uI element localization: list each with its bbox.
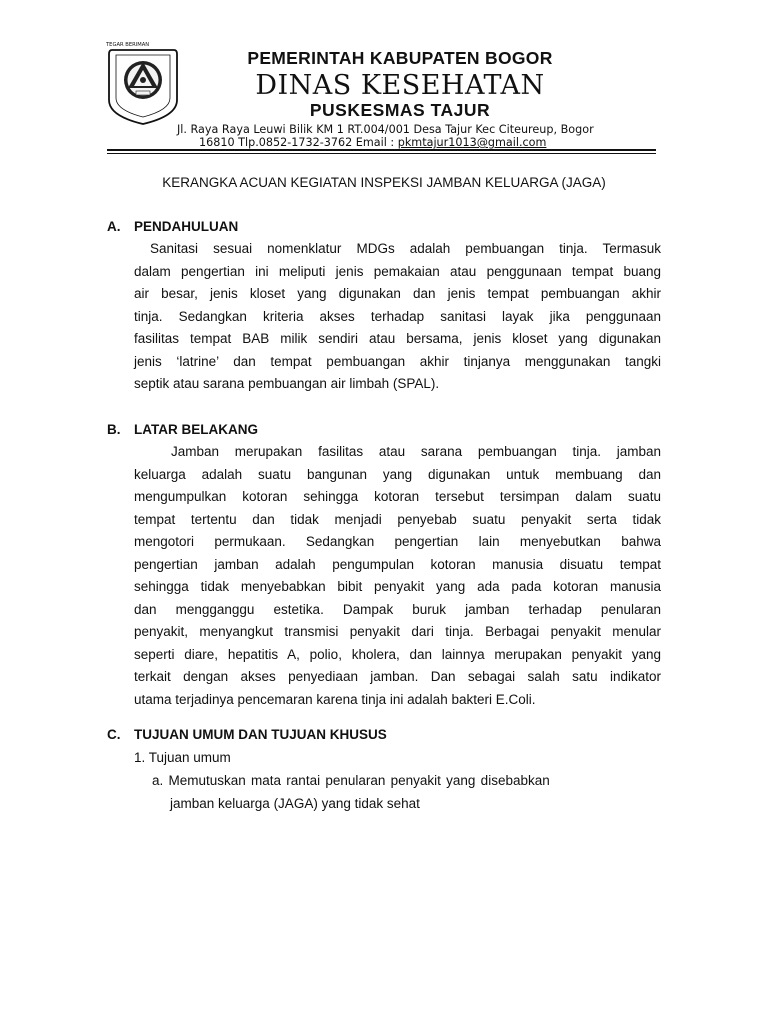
paragraph-line: dalam pengertian ini meliputi jenis pemakaian atau penggunaan tempat buang <box>134 263 661 279</box>
paragraph-line: mengotori permukaan. Sedangkan pengertian lain menyebutkan bahwa <box>134 534 661 549</box>
emblem-caption: TEGAR BERIMAN <box>106 42 150 48</box>
document-title: KERANGKA ACUAN KEGIATAN INSPEKSI JAMBAN KELUARGA (JAGA) <box>162 175 606 190</box>
section-c-heading: TUJUAN UMUM DAN TUJUAN KHUSUS <box>134 727 387 742</box>
bogor-regency-emblem <box>106 42 180 126</box>
paragraph-line: mengumpulkan kotoran sehingga kotoran tersebut tersimpan dalam suatu <box>134 489 661 504</box>
paragraph-line: tinja. Sedangkan kriteria akses terhadap sanitasi layak jika penggunaan <box>134 308 661 324</box>
email-link[interactable]: pkmtajur1013@gmail.com <box>397 136 547 149</box>
paragraph-line: Jamban merupakan fasilitas atau sarana pembuangan tinja. jamban <box>171 444 661 459</box>
paragraph-line: air besar, jenis kloset yang digunakan dan jenis tempat pembuangan akhir <box>134 286 661 301</box>
paragraph-line: penyakit, menyangkut transmisi penyakit dari tinja. Berbagai penyakit menular <box>134 624 661 639</box>
paragraph-line: jenis ‘latrine’ dan tempat pembuangan akhir tinjanya menggunakan tangki <box>134 353 661 369</box>
section-a-heading: PENDAHULUAN <box>134 219 239 234</box>
paragraph-line: terkait dengan akses penyediaan jamban. Dan sebagai salah satu indikator <box>134 669 661 684</box>
paragraph-line: Sanitasi sesuai nomenklatur MDGs adalah pembuangan tinja. Termasuk <box>150 241 661 256</box>
address-line-1: Jl. Raya Raya Leuwi Bilik KM 1 RT.004/001 Desa Tajur Kec Citeureup, Bogor <box>177 123 594 136</box>
section-a-paragraph <box>134 238 661 396</box>
section-b-paragraph <box>134 441 661 711</box>
paragraph-line: keluarga adalah suatu bangunan yang digunakan untuk membuang dan <box>134 466 661 482</box>
letterhead-rule-thin <box>107 153 656 154</box>
paragraph-line: sehingga tidak menyebabkan bibit penyakit yang ada pada kotoran manusia <box>134 579 661 594</box>
paragraph-line: fasilitas tempat BAB milik sendiri atau bersama, jenis kloset yang digunakan <box>134 331 661 346</box>
section-b-letter: B. <box>107 422 121 437</box>
sub-item-a-line-2: jamban keluarga (JAGA) yang tidak sehat <box>170 796 420 811</box>
section-a-letter: A. <box>107 219 121 234</box>
agency-name: DINAS KESEHATAN <box>255 70 545 101</box>
paragraph-line: seperti diare, hepatitis A, polio, kholera, dan lainnya merupakan penyakit yang <box>134 646 661 662</box>
address-line-2 <box>199 136 546 149</box>
government-name: PEMERINTAH KABUPATEN BOGOR <box>247 48 553 68</box>
general-objective-item: 1. Tujuan umum <box>134 750 231 765</box>
section-b-heading: LATAR BELAKANG <box>134 422 258 437</box>
paragraph-line: tempat tertentu dan tidak menjadi penyebab suatu penyakit serta tidak <box>134 511 661 527</box>
paragraph-line: pengertian jamban adalah pengumpulan kotoran manusia disuatu tempat <box>134 556 661 572</box>
sub-item-a-line-1: a. Memutuskan mata rantai penularan penyakit yang disebabkan <box>152 773 550 788</box>
paragraph-line: septik atau sarana pembuangan air limbah (SPAL). <box>134 376 440 391</box>
letterhead-rule-thick <box>107 149 656 151</box>
section-c-letter: C. <box>107 727 121 742</box>
phone-text: 16810 Tlp.0852-1732-3762 Email : <box>199 136 398 149</box>
unit-name: PUSKESMAS TAJUR <box>309 100 491 120</box>
paragraph-line: dan mengganggu estetika. Dampak buruk jamban terhadap penularan <box>134 601 661 617</box>
paragraph-line: utama terjadinya pencemaran karena tinja ini adalah bakteri E.Coli. <box>134 691 536 707</box>
